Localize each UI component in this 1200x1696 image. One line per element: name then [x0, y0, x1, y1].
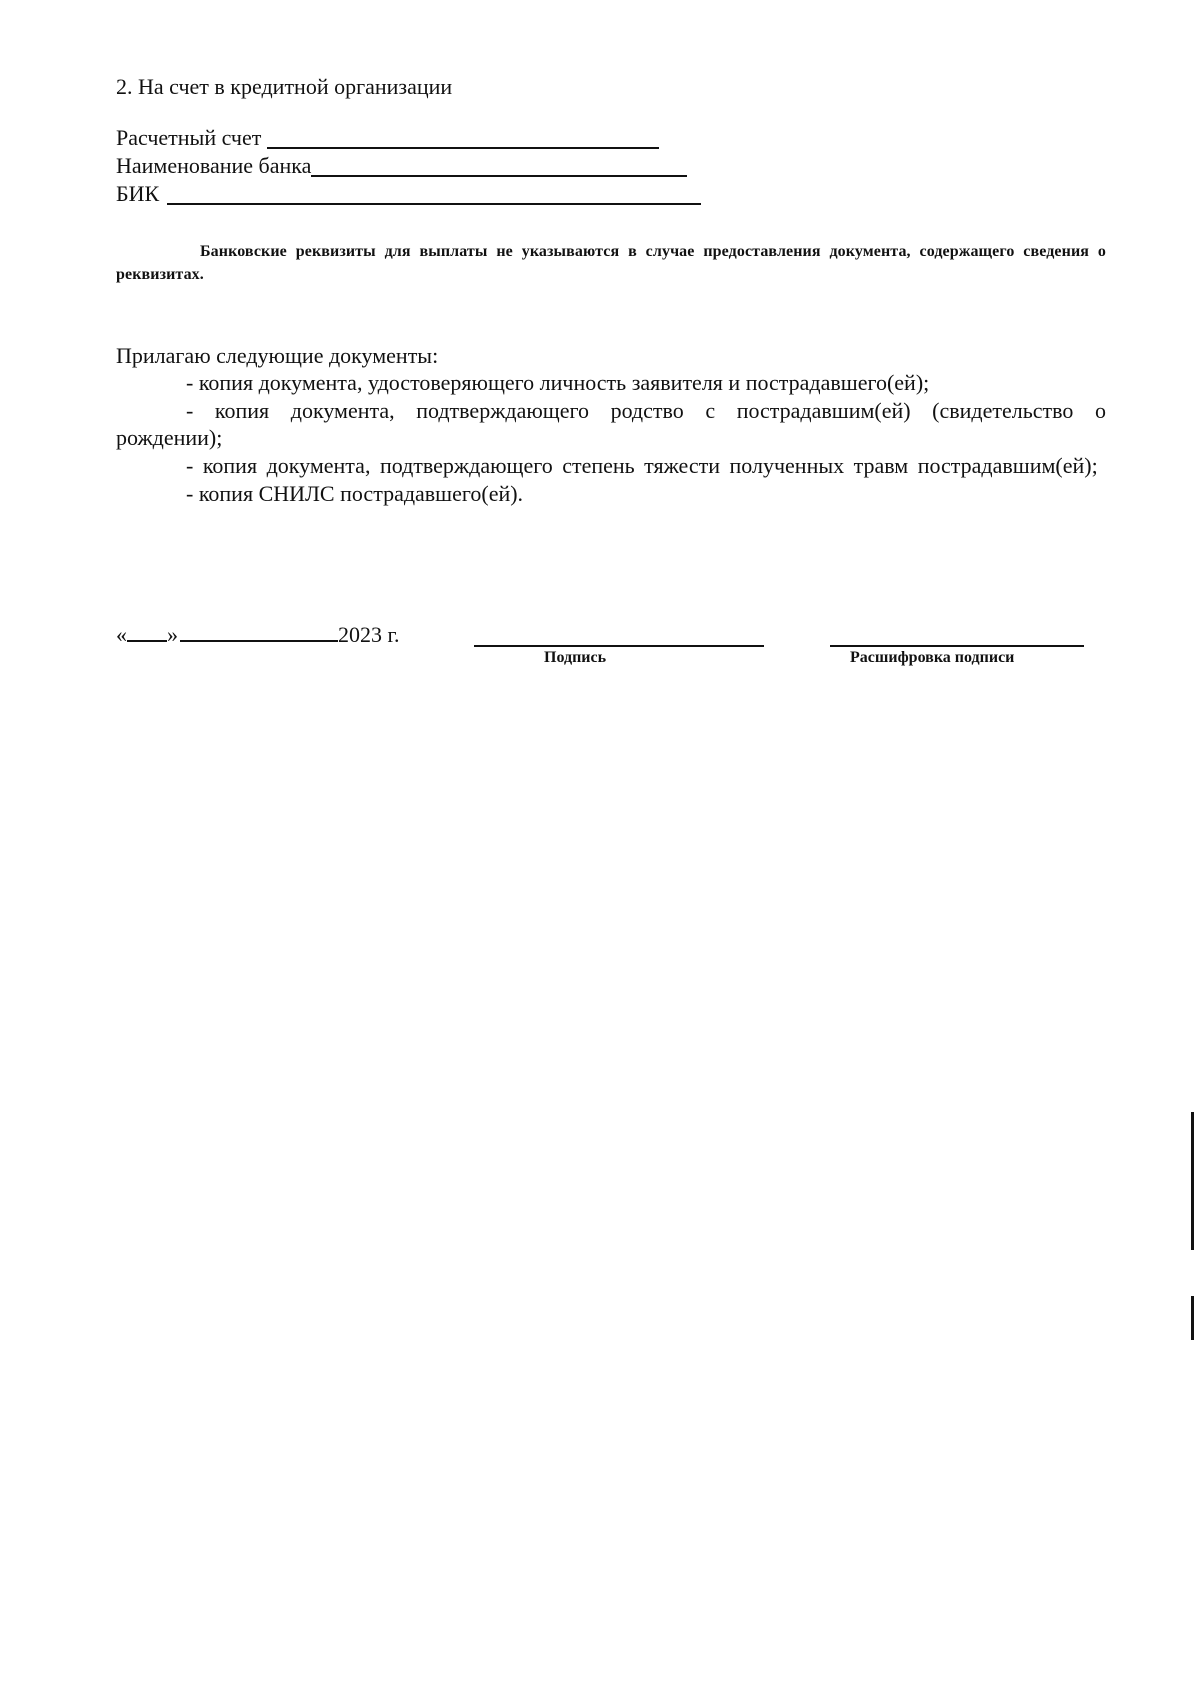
bank-name-field[interactable]	[116, 152, 687, 180]
date-field[interactable]	[116, 620, 400, 649]
day-line[interactable]	[127, 620, 167, 642]
signature-decipher-line[interactable]	[830, 645, 1084, 647]
signature-decipher-caption: Расшифровка подписи	[850, 649, 1015, 666]
bik-line[interactable]	[167, 183, 701, 205]
bank-name-label: Наименование банка	[116, 153, 312, 178]
bank-name-line[interactable]	[311, 155, 687, 177]
scan-edge-mark	[1191, 1296, 1194, 1340]
month-line[interactable]	[180, 620, 338, 642]
list-item: - копия СНИЛС пострадавшего(ей).	[186, 481, 524, 506]
date-year: 2023 г.	[338, 622, 400, 647]
attachments-title: Прилагаю следующие документы:	[116, 343, 439, 368]
bik-field[interactable]	[116, 180, 701, 208]
section-heading: 2. На счет в кредитной организации	[116, 74, 453, 99]
account-number-line[interactable]	[267, 127, 659, 149]
bank-details-notice: Банковские реквизиты для выплаты не указываются в случае предоставления документа, содержащего сведения о реквизитах.	[116, 243, 1106, 283]
list-item: - копия документа, подтверждающего родство с пострадавшим(ей) (свидетельство о рождении);	[116, 398, 1106, 450]
bik-label: БИК	[116, 181, 160, 206]
signature-caption: Подпись	[544, 649, 607, 666]
attachments-list	[116, 369, 1106, 508]
list-item: - копия документа, подтверждающего степень тяжести полученных травм пострадавшим(ей);	[186, 453, 1098, 478]
scan-edge-mark	[1191, 1112, 1194, 1250]
list-item: - копия документа, удостоверяющего личность заявителя и пострадавшего(ей);	[186, 370, 930, 395]
signature-line[interactable]	[474, 645, 764, 647]
account-number-field[interactable]	[116, 124, 659, 152]
date-close-quote: »	[167, 622, 178, 647]
account-number-label: Расчетный счет	[116, 125, 262, 150]
date-open-quote: «	[116, 622, 127, 647]
